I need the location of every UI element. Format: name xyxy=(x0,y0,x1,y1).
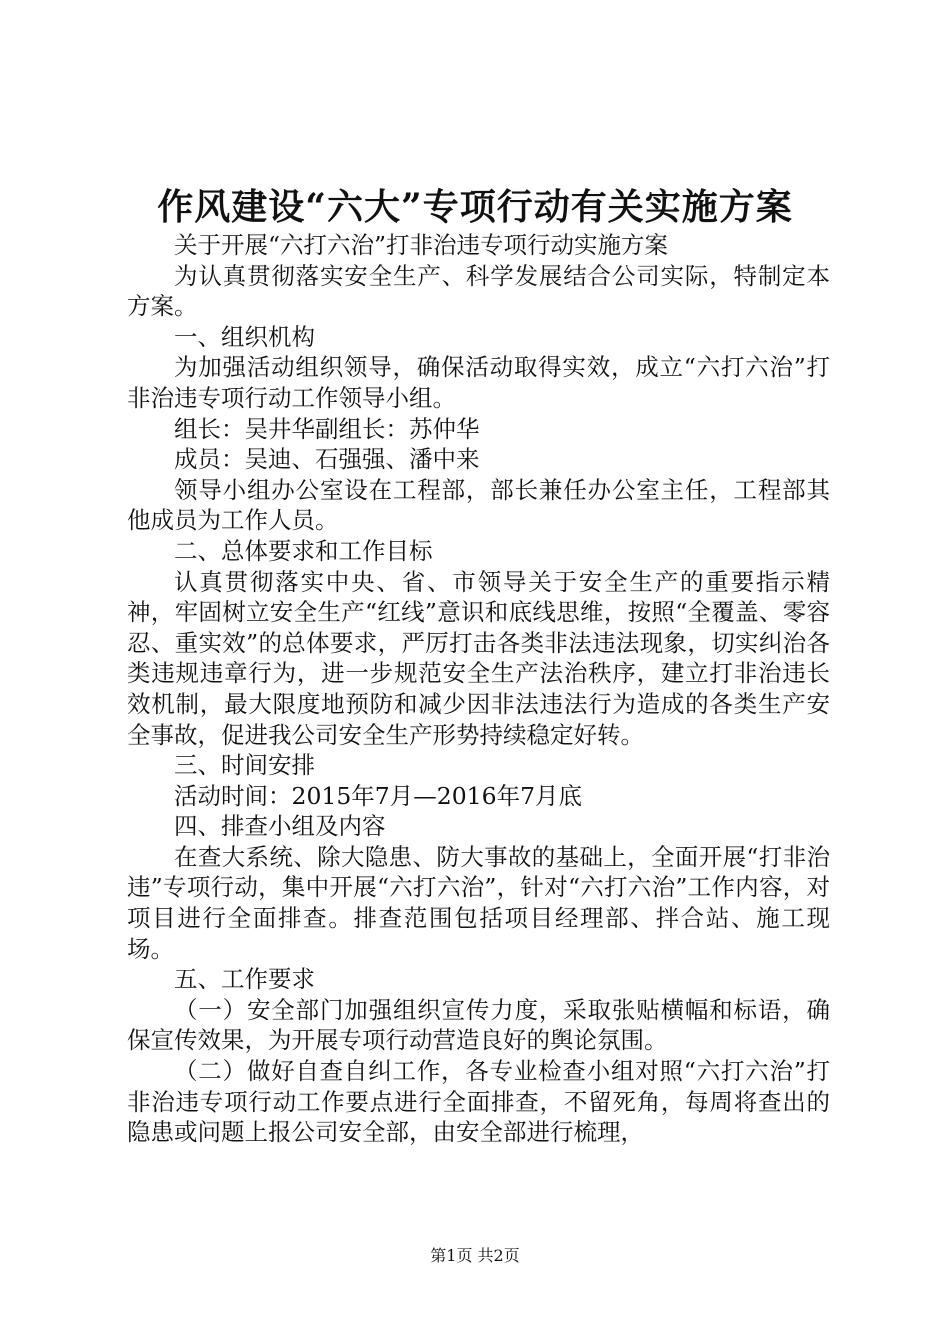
body-paragraph: 成员：吴迪、石强强、潘中来 xyxy=(174,445,480,474)
section-heading: 五、工作要求 xyxy=(174,965,315,994)
body-paragraph: 认真贯彻落实中央、省、市领导关于安全生产的重要指示精神，牢固树立安全生产“红线”意识和底线思维，按照“全覆盖、零容忍、重实效”的总体要求，严厉打击各类非法违法现象，切实纠治各类违规违章行为，进一步规范安全生产法治秩序，建立打非治违长效机制，最大限度地预防和减少因非法违法行为造成的各类生产安全事故，促进我公司安全生产形势持续稳定好转。 xyxy=(127,567,830,749)
body-paragraph: 组长：吴井华副组长：苏仲华 xyxy=(174,414,480,443)
section-heading: 一、组织机构 xyxy=(174,322,315,351)
section-heading: 二、总体要求和工作目标 xyxy=(174,536,433,565)
document-title: 作风建设“六大”专项行动有关实施方案 xyxy=(157,186,793,228)
page-footer: 第1页 共2页 xyxy=(430,1246,520,1265)
body-paragraph: 活动时间：2015年7月—2016年7月底 xyxy=(174,781,583,810)
section-heading: 四、排查小组及内容 xyxy=(174,812,386,841)
body-paragraph: （一）安全部门加强组织宣传力度，采取张贴横幅和标语，确保宣传效果，为开展专项行动营造良好的舆论氛围。 xyxy=(127,995,830,1055)
body-paragraph: （二）做好自查自纠工作，各专业检查小组对照“六打六治”打非治违专项行动工作要点进行全面排查，不留死角，每周将查出的隐患或问题上报公司安全部，由安全部进行梳理， xyxy=(127,1057,830,1147)
body-paragraph: 领导小组办公室设在工程部，部长兼任办公室主任，工程部其他成员为工作人员。 xyxy=(127,475,830,535)
body-paragraph: 在查大系统、除大隐患、防大事故的基础上，全面开展“打非治违”专项行动，集中开展“六打六治”，针对“六打六治”工作内容，对项目进行全面排查。排查范围包括项目经理部、拌合站、施工现场。 xyxy=(127,842,830,963)
body-paragraph: 为加强活动组织领导，确保活动取得实效，成立“六打六治”打非治违专项行动工作领导小组。 xyxy=(127,353,830,412)
body-paragraph: 为认真贯彻落实安全生产、科学发展结合公司实际，特制定本方案。 xyxy=(127,261,830,321)
subtitle-paragraph: 关于开展“六打六治”打非治违专项行动实施方案 xyxy=(174,231,669,259)
section-heading: 三、时间安排 xyxy=(174,751,315,780)
document-body xyxy=(127,230,830,1148)
